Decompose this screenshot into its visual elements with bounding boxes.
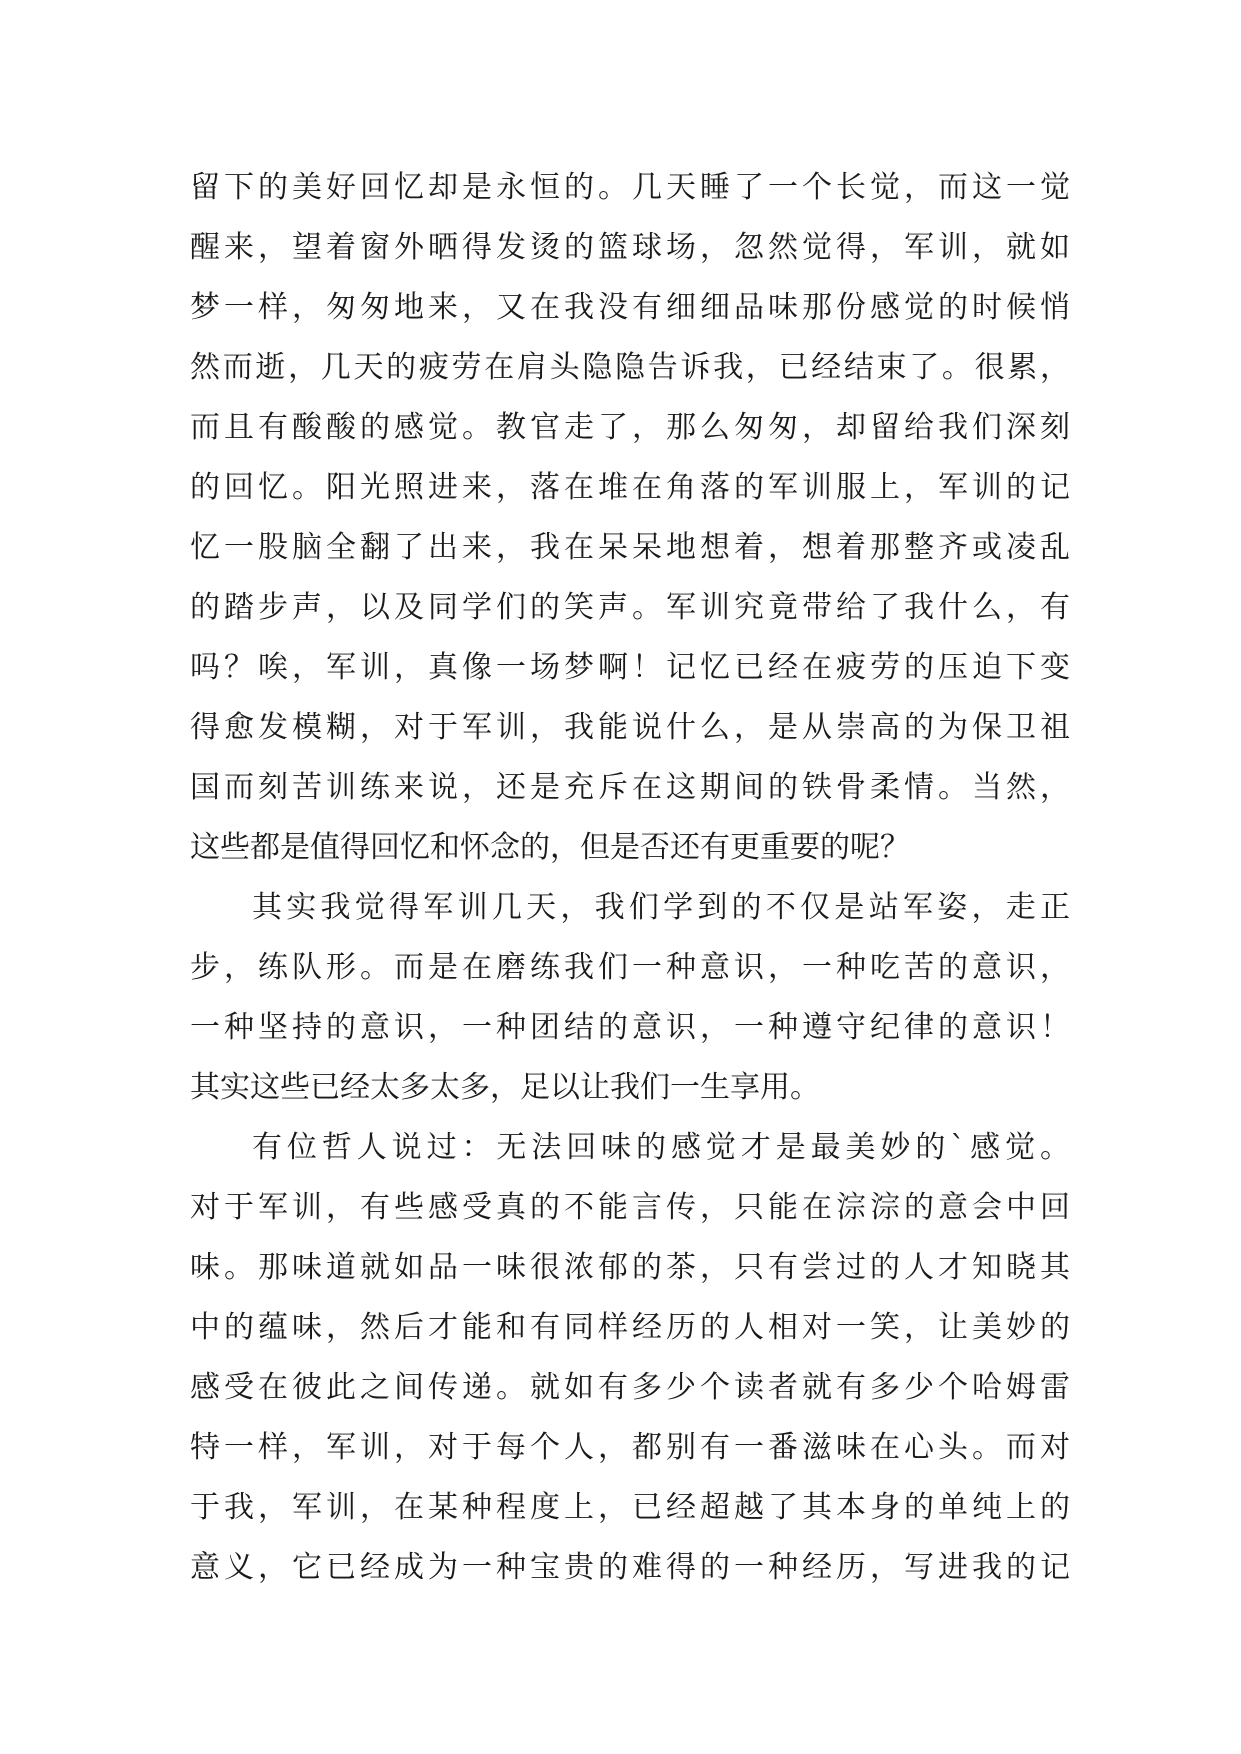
text-line: 一种坚持的意识，一种团结的意识，一种遵守纪律的意识！ <box>190 1010 1070 1045</box>
text-line: 的回忆。阳光照进来，落在堆在角落的军训服上，军训的记 <box>190 470 1070 505</box>
text-line: 对于军训，有些感受真的不能言传，只能在淙淙的意会中回 <box>190 1190 1070 1225</box>
paragraph-1 <box>190 158 1070 878</box>
text-line: 于我，军训，在某种程度上，已经超越了其本身的单纯上的 <box>190 1490 1070 1525</box>
text-line: 留下的美好回忆却是永恒的。几天睡了一个长觉，而这一觉 <box>190 170 1070 205</box>
text-line: 梦一样，匆匆地来，又在我没有细细品味那份感觉的时候悄 <box>190 290 1070 325</box>
text-line: 其实我觉得军训几天，我们学到的不仅是站军姿，走正 <box>252 890 1070 925</box>
text-line: 吗？唉，军训，真像一场梦啊！记忆已经在疲劳的压迫下变 <box>190 650 1070 685</box>
paragraph-3 <box>190 1118 1070 1598</box>
text-line: 有位哲人说过：无法回味的感觉才是最美妙的`感觉。 <box>252 1130 1070 1165</box>
text-line: 忆一股脑全翻了出来，我在呆呆地想着，想着那整齐或凌乱 <box>190 530 1070 565</box>
text-line: 特一样，军训，对于每个人，都别有一番滋味在心头。而对 <box>190 1430 1070 1465</box>
text-line: 的踏步声，以及同学们的笑声。军训究竟带给了我什么，有 <box>190 590 1070 625</box>
paragraph-2 <box>190 878 1070 1118</box>
text-line: 得愈发模糊，对于军训，我能说什么，是从崇高的为保卫祖 <box>190 710 1070 745</box>
text-line: 这些都是值得回忆和怀念的，但是否还有更重要的呢？ <box>190 830 910 865</box>
text-line: 国而刻苦训练来说，还是充斥在这期间的铁骨柔情。当然， <box>190 770 1070 805</box>
text-line: 感受在彼此之间传递。就如有多少个读者就有多少个哈姆雷 <box>190 1370 1070 1405</box>
text-line: 其实这些已经太多太多，足以让我们一生享用。 <box>190 1070 820 1105</box>
text-line: 味。那味道就如品一味很浓郁的茶，只有尝过的人才知晓其 <box>190 1250 1070 1285</box>
text-line: 步，练队形。而是在磨练我们一种意识，一种吃苦的意识， <box>190 950 1070 985</box>
text-line: 意义，它已经成为一种宝贵的难得的一种经历，写进我的记 <box>190 1550 1070 1585</box>
text-line: 醒来，望着窗外晒得发烫的篮球场，忽然觉得，军训，就如 <box>190 230 1070 265</box>
text-line: 然而逝，几天的疲劳在肩头隐隐告诉我，已经结束了。很累， <box>190 350 1070 385</box>
text-line: 而且有酸酸的感觉。教官走了，那么匆匆，却留给我们深刻 <box>190 410 1070 445</box>
text-line: 中的蕴味，然后才能和有同样经历的人相对一笑，让美妙的 <box>190 1310 1070 1345</box>
document-body <box>190 158 1070 1598</box>
